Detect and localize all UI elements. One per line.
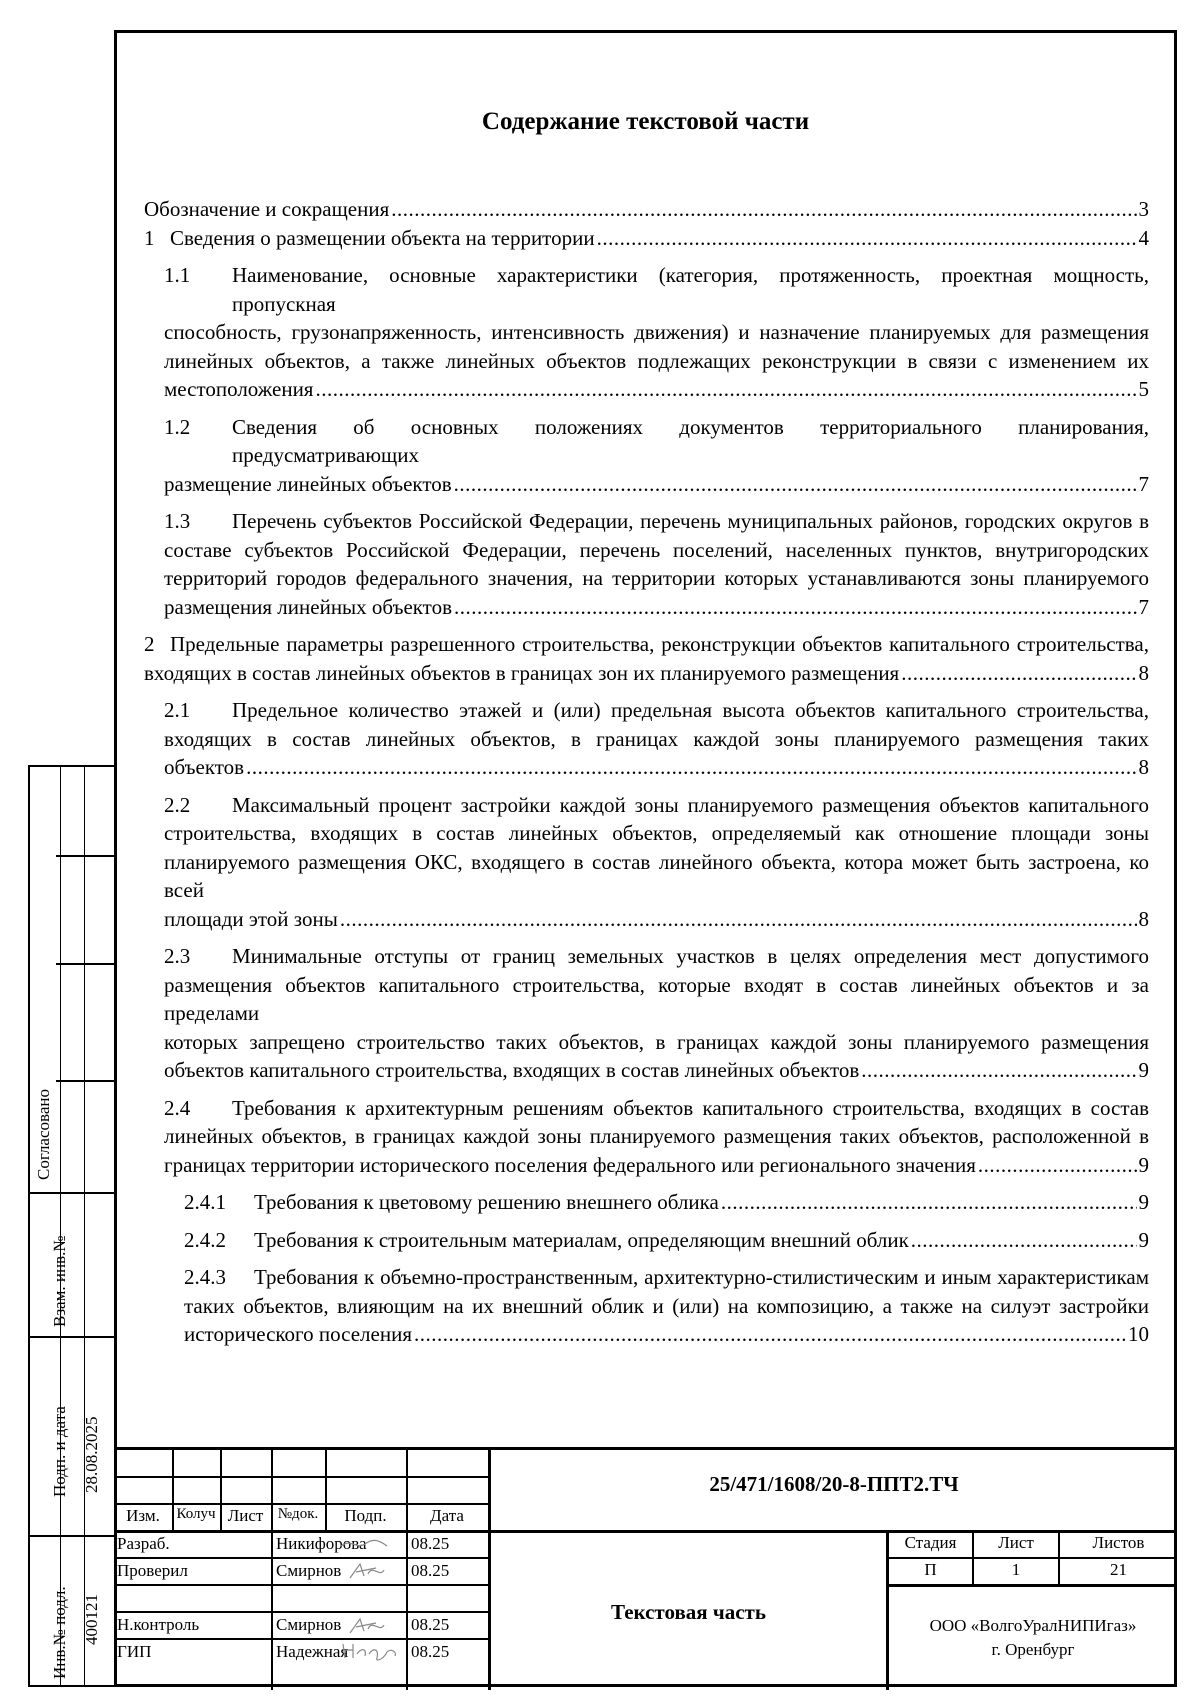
tb-role: Н.контроль — [117, 1615, 200, 1634]
toc-text: Предельные параметры разрешенного строительства, реконструкции объектов капитального строительства, — [170, 632, 1149, 656]
hdr-ndok: №док. — [277, 1506, 319, 1522]
toc-leader — [340, 905, 1137, 934]
toc-entry[interactable] — [144, 1263, 1149, 1349]
toc-entry[interactable] — [144, 630, 1149, 687]
toc-leader — [721, 1188, 1137, 1217]
toc-leader — [861, 1056, 1136, 1085]
toc-text: Требования к архитектурным решениям объектов капитального строительства, входящих в состав — [232, 1095, 1149, 1120]
inv-podl-label: Инв.№ подл. — [50, 1586, 69, 1679]
document-code: 25/471/1608/20-8-ППТ2.ТЧ — [709, 1472, 959, 1496]
sheet-value: 1 — [1011, 1560, 1021, 1579]
toc-page-number: 9 — [1138, 1058, 1149, 1082]
toc-entry[interactable] — [144, 791, 1149, 934]
tb-date: 08.25 — [411, 1561, 450, 1580]
toc-page-number: 7 — [1138, 594, 1149, 619]
toc-entry[interactable] — [144, 195, 1149, 224]
toc-text: объектов капитального строительства, входящих в состав линейных объектов — [164, 1058, 860, 1082]
toc-text: Обозначение и сокращения — [144, 197, 390, 221]
toc-text: исторического поселения — [184, 1322, 412, 1346]
toc-entry[interactable] — [144, 224, 1149, 253]
toc-page-number: 8 — [1138, 906, 1149, 931]
document-name: Текстовая часть — [611, 1600, 766, 1624]
toc-number: 1.1 — [164, 263, 191, 287]
toc-leader — [978, 1151, 1137, 1180]
toc-page-number: 7 — [1138, 471, 1149, 496]
toc-leader — [391, 195, 1136, 224]
toc-number: 1 — [144, 225, 155, 250]
tb-role: Разраб. — [117, 1534, 170, 1553]
inv-podl-value: 400121 — [82, 1594, 101, 1645]
toc-text: входящих в состав линейных объектов в границах зон их планируемого размещения — [144, 660, 900, 685]
toc-text: Требования к строительным материалам, определяющим внешний облик — [254, 1227, 909, 1252]
podp-data-label: Подп. и дата — [50, 1406, 69, 1497]
toc-text: местоположения — [164, 377, 314, 401]
toc-text: Минимальные отступы от границ земельных участков в целях определения мест допустимого — [232, 944, 1149, 968]
toc-text: строительства, входящих в состав линейных объектов, определяемый как отношение площади зоны — [164, 821, 1149, 845]
toc-text: размещения линейных объектов — [164, 594, 453, 619]
hdr-kol: Колуч — [176, 1506, 216, 1522]
toc-text: размещения объектов капитального строительства, которые входят в состав линейных объектов и за пределами — [164, 972, 1149, 1025]
signature-image — [339, 1640, 399, 1666]
toc-leader — [414, 1320, 1126, 1349]
tb-name: Смирнов — [276, 1615, 342, 1634]
toc-number: 2.4.3 — [184, 1265, 226, 1289]
stage-value: П — [924, 1560, 937, 1579]
toc-leader — [454, 470, 1137, 499]
stage-label: Стадия — [904, 1533, 957, 1552]
toc-number: 2.2 — [164, 792, 191, 817]
toc-text: Наименование, основные характеристики (категория, протяженность, проектная мощность, пропускная — [232, 263, 1149, 316]
toc-text: Перечень субъектов Российской Федерации, перечень муниципальных районов, городских округов в — [232, 509, 1149, 533]
toc-text: Сведения о размещении объекта на территории — [170, 225, 595, 250]
toc-number: 2.3 — [164, 944, 191, 968]
toc-leader — [246, 753, 1136, 782]
tb-role: ГИП — [117, 1642, 152, 1661]
toc-entry[interactable] — [144, 507, 1149, 621]
toc-number: 2.4.2 — [184, 1227, 226, 1252]
table-of-contents — [144, 195, 1149, 1349]
toc-entry[interactable] — [144, 413, 1149, 499]
toc-page-number: 5 — [1138, 377, 1149, 401]
toc-text: территорий городов федерального значения, на территории которых устанавливаются зоны планируемого — [164, 566, 1149, 590]
toc-entry[interactable] — [144, 1226, 1149, 1255]
toc-page-number: 9 — [1138, 1227, 1149, 1252]
hdr-list: Лист — [227, 1506, 264, 1525]
toc-number: 1.3 — [164, 509, 191, 533]
organization-city: г. Оренбург — [991, 1640, 1075, 1659]
signature-image — [346, 1615, 386, 1641]
tb-date: 08.25 — [411, 1615, 450, 1634]
toc-text: размещение линейных объектов — [164, 471, 452, 496]
toc-text: которых запрещено строительство таких объектов, в границах каждой зоны планируемого размещения — [164, 1029, 1149, 1054]
tb-name: Смирнов — [276, 1561, 342, 1580]
hdr-data: Дата — [430, 1506, 464, 1525]
signature-image — [339, 1534, 389, 1558]
hdr-podp: Подп. — [344, 1506, 387, 1525]
toc-entry[interactable] — [144, 261, 1149, 404]
tb-date: 08.25 — [411, 1534, 450, 1553]
toc-entry[interactable] — [144, 1188, 1149, 1217]
sheet-label: Лист — [998, 1533, 1034, 1552]
toc-page-number: 10 — [1128, 1322, 1149, 1346]
sheets-label: Листов — [1092, 1533, 1145, 1552]
toc-number: 2.4.1 — [184, 1190, 226, 1214]
signature-image — [346, 1560, 386, 1586]
toc-text: Требования к цветовому решению внешнего облика — [254, 1190, 719, 1214]
toc-entry[interactable] — [144, 1094, 1149, 1180]
toc-text: таких объектов, влияющим на их внешний облик и (или) на композицию, а также на силуэт застройки — [184, 1293, 1149, 1318]
toc-page-number: 4 — [1138, 225, 1149, 250]
hdr-izm: Изм. — [126, 1506, 160, 1525]
toc-page-number: 9 — [1138, 1190, 1149, 1214]
sheets-value: 21 — [1110, 1560, 1127, 1579]
tb-role: Проверил — [117, 1561, 188, 1580]
podp-date-value: 28.08.2025 — [82, 1416, 101, 1493]
toc-text: планируемого размещения ОКС, входящего в состав линейного объекта, котора может быть застроена, ко всей — [164, 849, 1149, 902]
toc-leader — [597, 224, 1137, 253]
tb-name: Никифорова — [276, 1534, 367, 1553]
toc-number: 2 — [144, 632, 155, 656]
toc-text: Требования к объемно-пространственным, архитектурно-стилистическим и иным характеристикам — [254, 1265, 1149, 1289]
toc-text: линейных объектов, а также линейных объектов подлежащих реконструкции в связи с изменением их — [164, 348, 1149, 373]
toc-leader — [911, 1226, 1137, 1255]
toc-number: 2.1 — [164, 698, 191, 722]
toc-text: площади этой зоны — [164, 906, 338, 931]
toc-text: объектов — [164, 755, 245, 779]
toc-page-number: 9 — [1138, 1152, 1149, 1177]
title-block — [114, 1447, 1177, 1690]
toc-leader — [901, 659, 1136, 688]
toc-entry[interactable] — [144, 942, 1149, 1085]
toc-page-number: 8 — [1138, 660, 1149, 685]
tb-date: 08.25 — [411, 1642, 450, 1661]
toc-text: линейных объектов, в границах каждой зоны планируемого размещения таких объектов, расположенной в — [164, 1124, 1149, 1148]
toc-text: Предельное количество этажей и (или) предельная высота объектов капитального строительства, — [232, 698, 1149, 722]
tb-name: Надежная — [276, 1642, 349, 1661]
organization-name: ООО «ВолгоУралНИПИгаз» — [929, 1616, 1137, 1635]
page-title: Содержание текстовой части — [481, 108, 810, 135]
toc-text: способность, грузонапряженность, интенсивность движения) и назначение планируемых для размещения — [164, 320, 1149, 344]
toc-leader — [454, 593, 1136, 622]
side-stamp — [28, 765, 114, 1687]
toc-text: Сведения об основных положениях документов территориального планирования, предусматривающих — [232, 414, 1149, 467]
agreed-label: Согласовано — [34, 1089, 53, 1180]
toc-page-number: 8 — [1138, 755, 1149, 779]
toc-number: 1.2 — [164, 414, 191, 439]
toc-page-number: 3 — [1138, 197, 1149, 221]
toc-number: 2.4 — [164, 1095, 191, 1120]
toc-leader — [315, 375, 1136, 404]
toc-text: входящих в состав линейных объектов, в границах каждой зоны планируемого размещения таких — [164, 726, 1149, 751]
vzam-inv-label: Взам. инв.№ — [50, 1235, 69, 1327]
toc-text: составе субъектов Российской Федерации, перечень поселений, населенных пунктов, внутригородских — [164, 537, 1149, 562]
toc-text: границах территории исторического поселения федерального или регионального значения — [164, 1152, 976, 1177]
toc-text: Максимальный процент застройки каждой зоны планируемого размещения объектов капитального — [232, 792, 1149, 817]
toc-entry[interactable] — [144, 696, 1149, 782]
